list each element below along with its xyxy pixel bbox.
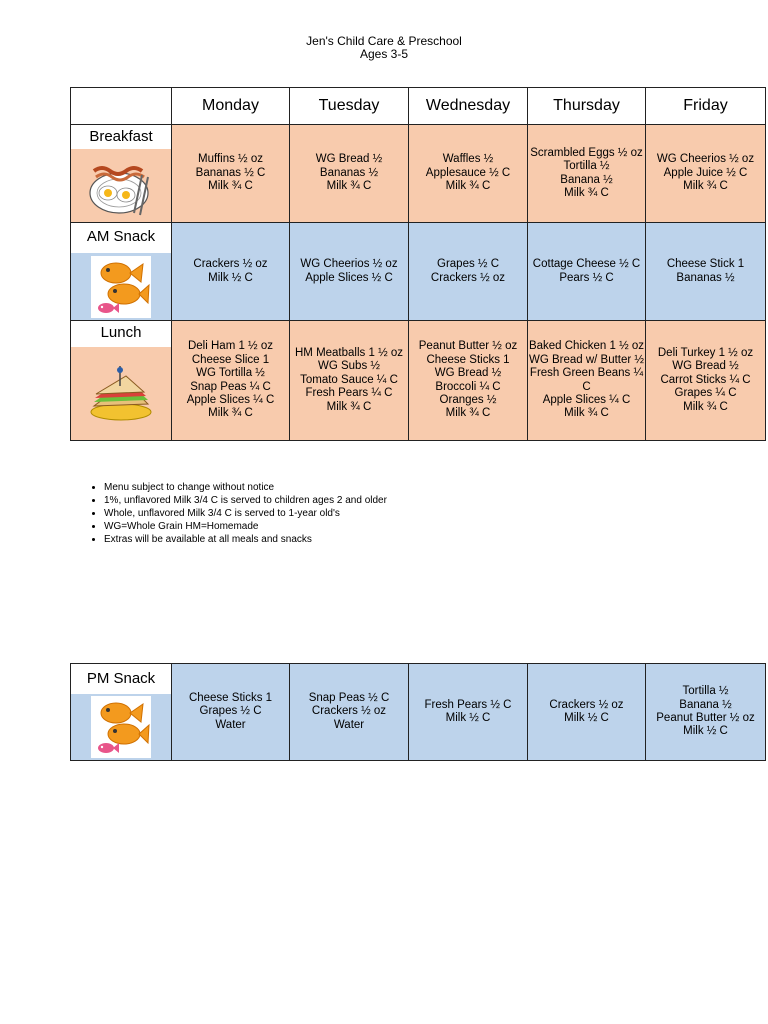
am-snack-row <box>71 223 766 321</box>
menu-item: Muffins ½ oz <box>198 153 263 166</box>
menu-item: Peanut Butter ½ oz <box>418 340 518 353</box>
lunch-label: Lunch <box>71 321 171 347</box>
menu-item: Milk ¾ C <box>445 180 491 193</box>
menu-item: Banana ½ <box>560 173 613 186</box>
breakfast-wednesday-cell <box>409 125 528 223</box>
menu-item: Banana ½ <box>679 698 732 711</box>
am-snack-label: AM Snack <box>71 223 171 253</box>
menu-item: Milk ½ C <box>683 725 728 738</box>
breakfast-friday-cell <box>646 125 766 223</box>
menu-item: Baked Chicken 1 ½ oz <box>528 340 645 353</box>
menu-item: Apple Juice ½ C <box>663 166 748 179</box>
pm-snack-wednesday-cell <box>409 664 528 761</box>
menu-item: HM Meatballs 1 ½ oz <box>294 346 403 359</box>
menu-item: Milk ¾ C <box>445 407 491 420</box>
menu-item: Snap Peas ½ C <box>308 691 390 704</box>
lunch-friday-cell <box>646 321 766 441</box>
menu-item: Water <box>333 718 365 731</box>
am-snack-tuesday-cell <box>290 223 409 321</box>
menu-item: Deli Ham 1 ½ oz <box>187 340 273 353</box>
breakfast-label-cell <box>71 125 172 223</box>
day-header-tuesday: Tuesday <box>290 88 409 125</box>
lunch-label-cell <box>71 321 172 441</box>
pm-snack-label: PM Snack <box>71 664 171 694</box>
menu-item: Snap Peas ¼ C <box>190 380 271 393</box>
menu-item: Waffles ½ <box>442 153 494 166</box>
menu-item: Tomato Sauce ¼ C <box>300 373 398 386</box>
menu-item: Apple Slices ½ C <box>305 271 393 284</box>
am-snack-friday-cell <box>646 223 766 321</box>
menu-item: Bananas ½ C <box>195 166 266 179</box>
menu-item: Milk ¾ C <box>326 180 372 193</box>
lunch-monday-cell <box>172 321 290 441</box>
lunch-tuesday-cell <box>290 321 409 441</box>
menu-item: WG Bread ½ <box>315 153 383 166</box>
menu-item: Crackers ½ oz <box>193 258 268 271</box>
menu-item: Milk ¾ C <box>564 186 609 199</box>
title-line-2: Ages 3-5 <box>359 47 409 61</box>
corner-cell <box>71 88 172 125</box>
note-item: • Extras will be available at all meals and snacks <box>104 533 387 546</box>
menu-item: WG Bread w/ Butter ½ <box>528 353 645 366</box>
breakfast-tuesday-cell <box>290 125 409 223</box>
day-header-thursday: Thursday <box>528 88 646 125</box>
am-snack-label-cell <box>71 223 172 321</box>
menu-item: Fresh Green Beans ¼ C <box>529 367 644 393</box>
sandwich-icon <box>71 347 171 440</box>
menu-item: Crackers ½ oz <box>311 705 387 718</box>
menu-item: Cheese Sticks 1 <box>188 691 273 704</box>
pm-snack-tuesday-cell <box>290 664 409 761</box>
menu-item: Apple Slices ¼ C <box>186 393 275 406</box>
menu-item: Grapes ½ C <box>199 705 262 718</box>
menu-item: Milk ½ C <box>445 712 491 724</box>
menu-item: Scrambled Eggs ½ oz <box>530 146 643 159</box>
goldfish-crackers-icon <box>71 694 171 760</box>
menu-item: Milk ¾ C <box>683 400 728 413</box>
note-item: • WG=Whole Grain HM=Homemade <box>104 520 387 533</box>
menu-item: WG Subs ½ <box>318 360 380 373</box>
pm-snack-table <box>70 663 766 761</box>
pm-snack-thursday-cell <box>528 664 646 761</box>
title-line-1: Jen's Child Care & Preschool <box>306 34 462 48</box>
menu-item: Milk ½ C <box>208 271 253 284</box>
menu-item: Tortilla ½ <box>682 685 729 698</box>
pm-snack-label-cell <box>71 664 172 761</box>
menu-item: Milk ¾ C <box>683 180 728 193</box>
lunch-row <box>71 321 766 441</box>
menu-item: Cheese Stick 1 <box>666 258 745 271</box>
menu-item: Broccoli ¼ C <box>435 380 501 393</box>
day-header-monday: Monday <box>172 88 290 125</box>
menu-item: Tortilla ½ <box>563 160 610 173</box>
menu-item: Bananas ½ <box>676 271 735 284</box>
menu-notes-list <box>84 481 387 546</box>
menu-item: WG Cheerios ½ oz <box>300 258 398 271</box>
menu-item: Peanut Butter ½ oz <box>656 712 755 724</box>
menu-item: Milk ¾ C <box>208 180 253 193</box>
breakfast-plate-icon <box>71 149 171 222</box>
menu-item: Milk ¾ C <box>564 407 609 420</box>
menu-item: Cheese Slice 1 <box>191 353 270 366</box>
breakfast-monday-cell <box>172 125 290 223</box>
menu-item: Fresh Pears ½ C <box>424 698 512 711</box>
menu-item: Fresh Pears ¼ C <box>305 387 393 400</box>
menu-item: Grapes ¼ C <box>674 387 737 400</box>
menu-item: Bananas ½ <box>319 166 379 179</box>
menu-item: Carrot Sticks ¼ C <box>660 373 751 386</box>
menu-item: Pears ½ C <box>559 271 614 284</box>
menu-item: Deli Turkey 1 ½ oz <box>657 346 754 359</box>
document-title <box>0 35 768 61</box>
menu-item: Grapes ½ C <box>437 258 499 271</box>
note-item: • Whole, unflavored Milk 3/4 C is served to 1-year old's <box>104 507 387 520</box>
menu-item: Cottage Cheese ½ C <box>532 258 641 271</box>
menu-item: Apple Slices ¼ C <box>542 393 631 406</box>
menu-item: Milk ¾ C <box>326 400 372 413</box>
menu-item: Milk ½ C <box>564 712 609 724</box>
note-item: • Menu subject to change without notice <box>104 481 387 494</box>
am-snack-wednesday-cell <box>409 223 528 321</box>
pm-snack-monday-cell <box>172 664 290 761</box>
menu-item: Cheese Sticks 1 <box>426 353 510 366</box>
lunch-wednesday-cell <box>409 321 528 441</box>
menu-item: Crackers ½ oz <box>430 271 506 284</box>
menu-item: Oranges ½ <box>439 393 497 406</box>
lunch-thursday-cell <box>528 321 646 441</box>
goldfish-crackers-icon <box>71 253 171 320</box>
am-snack-thursday-cell <box>528 223 646 321</box>
am-snack-monday-cell <box>172 223 290 321</box>
pm-snack-row <box>71 664 766 761</box>
day-header-friday: Friday <box>646 88 766 125</box>
menu-item: Milk ¾ C <box>208 407 253 420</box>
menu-item: Water <box>215 718 246 731</box>
breakfast-thursday-cell <box>528 125 646 223</box>
menu-item: WG Bread ½ <box>672 360 739 373</box>
menu-item: Applesauce ½ C <box>425 166 511 179</box>
menu-item: WG Cheerios ½ oz <box>656 153 755 166</box>
breakfast-label: Breakfast <box>71 125 171 149</box>
note-item: • 1%, unflavored Milk 3/4 C is served to children ages 2 and older <box>104 494 387 507</box>
weekly-menu-table <box>70 87 766 441</box>
breakfast-row <box>71 125 766 223</box>
menu-item: WG Bread ½ <box>434 367 502 380</box>
day-header-wednesday: Wednesday <box>409 88 528 125</box>
menu-item: WG Tortilla ½ <box>196 367 265 380</box>
pm-snack-friday-cell <box>646 664 766 761</box>
menu-item: Crackers ½ oz <box>549 698 624 711</box>
